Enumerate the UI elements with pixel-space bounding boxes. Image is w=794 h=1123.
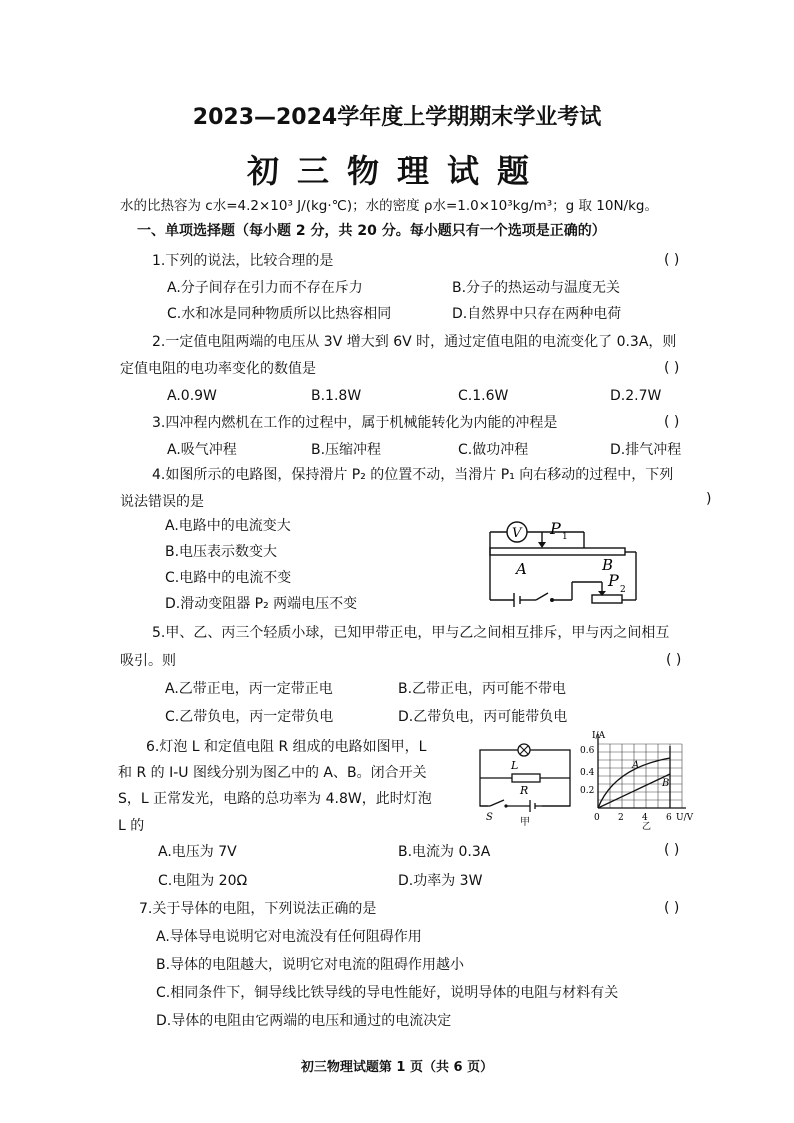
q3-option-a: A.吸气冲程	[167, 442, 237, 458]
q2-stem-line2: 定值电阻的电功率变化的数值是	[120, 361, 316, 377]
q3-option-c: C.做功冲程	[458, 442, 529, 458]
q4-option-b: B.电压表示数变大	[165, 544, 278, 560]
q3-option-d: D.排气冲程	[610, 442, 682, 458]
q5-option-a: A.乙带正电，丙一定带正电	[165, 681, 333, 697]
q4-stem-line2: 说法错误的是	[120, 494, 204, 510]
q6-stem-line4: L 的	[118, 818, 145, 834]
svg-text:甲: 甲	[520, 817, 530, 826]
q2-option-b: B.1.8W	[311, 388, 362, 404]
q1-option-b: B.分子的热运动与温度无关	[452, 280, 621, 296]
q7-option-b: B.导体的电阻越大，说明它对电流的阻碍作用越小	[156, 957, 465, 973]
q1-stem: 1.下列的说法，比较合理的是	[152, 253, 334, 269]
svg-text:P: P	[550, 519, 561, 538]
q4-answer-paren: )	[706, 491, 712, 507]
q3-answer-paren: ( )	[664, 414, 680, 430]
exam-title: 2023—2024学年度上学期期末学业考试	[192, 105, 602, 130]
q6-option-c: C.电阻为 20Ω	[158, 873, 248, 889]
curve-a-label: A	[632, 760, 640, 771]
q2-stem-line1: 2.一定值电阻两端的电压从 3V 增大到 6V 时，通过定值电阻的电流变化了 0.3A，则	[152, 334, 677, 350]
q4-stem-line1: 4.如图所示的电路图，保持滑片 P₂ 的位置不动，当滑片 P₁ 向右移动的过程中，下列	[152, 467, 674, 483]
q1-option-c: C.水和冰是同种物质所以比热容相同	[167, 306, 392, 322]
resistor-icon	[512, 774, 540, 782]
svg-text:L: L	[511, 759, 519, 772]
svg-text:1: 1	[562, 532, 568, 542]
y-tick-3: 0.2	[580, 786, 595, 796]
svg-text:S: S	[486, 812, 493, 823]
q4-option-d: D.滑动变阻器 P₂ 两端电压不变	[165, 596, 358, 612]
x-tick-6: 6	[666, 813, 672, 823]
q6-stem-line1: 6.灯泡 L 和定值电阻 R 组成的电路如图甲，L	[146, 739, 427, 755]
q6-stem-line3: S，L 正常发光，电路的总功率为 4.8W，此时灯泡	[118, 791, 432, 807]
q1-option-a: A.分子间存在引力而不存在斥力	[167, 280, 363, 296]
section-heading: 一、单项选择题（每小题 2 分，共 20 分。每小题只有一个选项是正确的）	[137, 223, 606, 239]
q2-answer-paren: ( )	[664, 360, 680, 376]
q5-stem-line2: 吸引。则	[120, 653, 176, 669]
x-tick-4: 4	[642, 813, 648, 823]
x-tick-2: 2	[618, 813, 624, 823]
q6-answer-paren: ( )	[664, 842, 680, 858]
svg-text:R: R	[520, 784, 529, 797]
q7-option-c: C.相同条件下，铜导线比铁导线的导电性能好，说明导体的电阻与材料有关	[156, 985, 619, 1001]
q6-circuit-jia	[476, 738, 576, 826]
q5-answer-paren: ( )	[666, 652, 682, 668]
q5-option-b: B.乙带正电，丙可能不带电	[398, 681, 567, 697]
q1-answer-paren: ( )	[664, 252, 680, 268]
q6-option-d: D.功率为 3W	[398, 873, 483, 889]
q4-voltmeter-label: V	[512, 526, 522, 541]
svg-text:2: 2	[620, 585, 626, 595]
q4-circuit-figure	[484, 512, 644, 610]
q6-iu-graph	[578, 730, 696, 830]
q6-option-a: A.电压为 7V	[158, 844, 237, 860]
svg-text:乙: 乙	[642, 822, 652, 830]
q2-option-c: C.1.6W	[458, 388, 509, 404]
q2-option-a: A.0.9W	[167, 388, 217, 404]
q5-stem-line1: 5.甲、乙、丙三个轻质小球，已知甲带正电，甲与乙之间相互排斥，甲与丙之间相互	[152, 625, 670, 641]
q4-option-a: A.电路中的电流变大	[165, 518, 291, 534]
q6-stem-line2: 和 R 的 I-U 图线分别为图乙中的 A、B。闭合开关	[118, 765, 427, 781]
q7-answer-paren: ( )	[664, 900, 680, 916]
q4-point-b: B	[602, 556, 614, 574]
q3-stem: 3.四冲程内燃机在工作的过程中，属于机械能转化为内能的冲程是	[152, 415, 558, 431]
q7-option-d: D.导体的电阻由它两端的电压和通过的电流决定	[156, 1013, 452, 1029]
graph-y-label: I/A	[592, 731, 606, 741]
y-tick-2: 0.4	[580, 768, 595, 778]
subject-title: 初三物理试题	[246, 152, 547, 190]
constants-note: 水的比热容为 c水=4.2×10³ J/(kg·℃)；水的密度 ρ水=1.0×10³kg/m³；g 取 10N/kg。	[120, 198, 658, 214]
curve-b-label: B	[662, 778, 670, 789]
q5-option-d: D.乙带负电，丙可能带负电	[398, 709, 568, 725]
x-tick-0: 0	[594, 813, 600, 823]
y-tick-1: 0.6	[580, 746, 595, 756]
q6-option-b: B.电流为 0.3A	[398, 844, 491, 860]
page-footer: 初三物理试题第 1 页（共 6 页）	[300, 1060, 494, 1075]
graph-x-label: U/V	[676, 813, 694, 823]
q7-stem: 7.关于导体的电阻，下列说法正确的是	[139, 901, 377, 917]
switch-contact	[550, 598, 554, 602]
q3-option-b: B.压缩冲程	[311, 442, 382, 458]
q1-option-d: D.自然界中只存在两种电荷	[452, 306, 622, 322]
svg-text:P: P	[608, 571, 619, 590]
q2-option-d: D.2.7W	[610, 388, 662, 404]
q4-option-c: C.电路中的电流不变	[165, 570, 292, 586]
q7-option-a: A.导体导电说明它对电流没有任何阻碍作用	[156, 929, 422, 945]
q4-point-a: A	[516, 560, 527, 578]
q5-option-c: C.乙带负电，丙一定带负电	[165, 709, 334, 725]
